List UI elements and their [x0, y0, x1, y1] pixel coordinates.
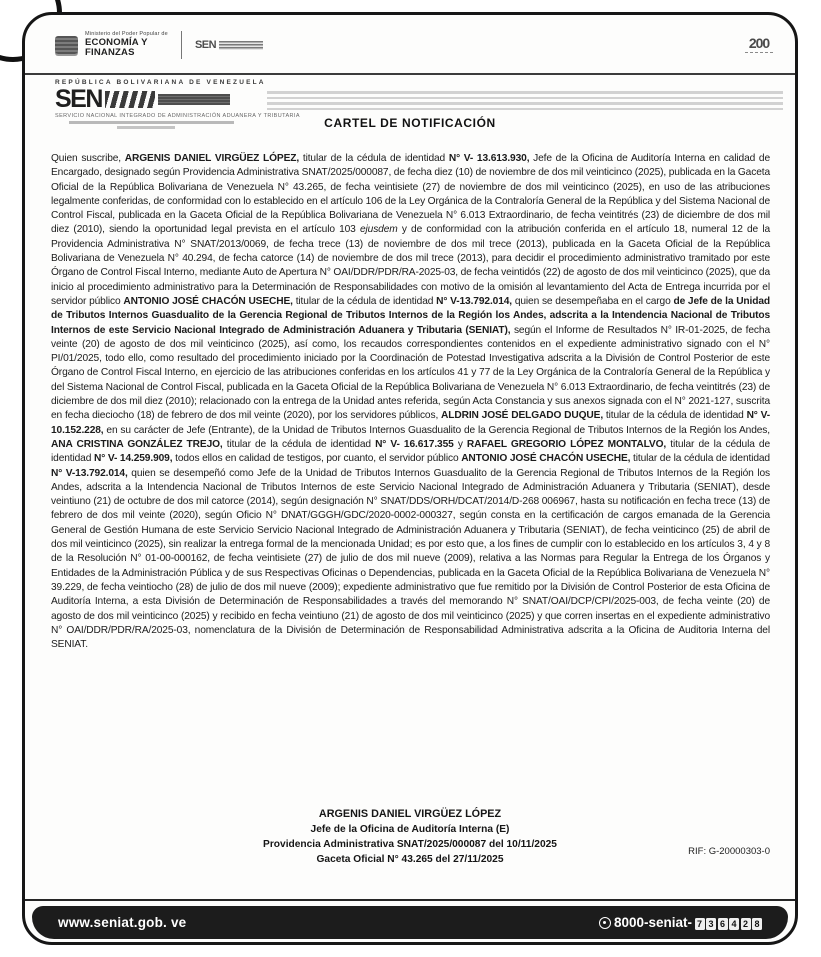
body-text-segment: N° V-13.792.014,: [51, 467, 128, 479]
body-text-segment: titular de la cédula de identidad: [51, 438, 771, 465]
website-url: www.seniat.gob. ve: [58, 915, 187, 930]
seniat-small-logo: [195, 39, 263, 51]
ministry-name: [85, 32, 168, 58]
hotline-digit: 3: [706, 918, 716, 930]
body-text-segment: titular de la cédula de identidad: [222, 438, 376, 450]
dial-icon: [599, 917, 611, 929]
body-text-segment: todos ellos en calidad de testigos, por cuanto, el servidor público: [172, 453, 462, 465]
hotline-digit: 8: [752, 918, 762, 930]
brand-stripe: [267, 102, 783, 105]
footer-divider-line: [25, 899, 795, 901]
signer-gaceta: Gaceta Oficial N° 43.265 del 27/11/2025: [316, 854, 504, 865]
notification-document: [22, 12, 798, 945]
body-text-segment: quien se desempeñaba en el cargo: [512, 295, 674, 307]
signature-block: [25, 807, 795, 867]
seniat-small-word: SEN: [194, 39, 217, 51]
brand-stripe: [267, 91, 783, 94]
signer-providencia: Providencia Administrativa SNAT/2025/000087 del 10/11/2025: [263, 839, 557, 850]
republic-line: REPÚBLICA BOLIVARIANA DE VENEZUELA: [55, 79, 266, 86]
service-name-line: SERVICIO NACIONAL INTEGRADO DE ADMINISTRACIÓN ADUANERA Y TRIBUTARIA: [55, 113, 300, 119]
body-text-segment: titular de la cédula de identidad: [630, 453, 770, 465]
signer-name: ARGENIS DANIEL VIRGÜEZ LÓPEZ: [318, 808, 502, 820]
ministry-line2: FINANZAS: [85, 46, 135, 58]
body-text-segment: en su carácter de Jefe (Entrante), de la Unidad de Tributos Internos Guasdualito de la Gerencia Regional de Tributos Internos de la Región los Andes,: [103, 424, 770, 436]
body-text-segment: ARGENIS DANIEL VIRGÜEZ LÓPEZ,: [124, 153, 300, 164]
hotline-digit-boxes: [693, 915, 762, 930]
emblem-underline: [745, 52, 773, 53]
body-text-segment: Quien suscribe,: [51, 153, 125, 164]
rif-number: RIF: G-20000303-0: [688, 846, 770, 857]
hotline-digit: 4: [729, 918, 739, 930]
emblem-200-text: 200: [748, 35, 770, 51]
bicentennial-emblem: [745, 35, 773, 53]
document-title: CARTEL DE NOTIFICACIÓN: [324, 116, 496, 130]
body-text-segment: ejusdem: [359, 224, 398, 236]
ministry-line-small: Ministerio del Poder Popular de: [85, 31, 168, 38]
notification-body: [51, 152, 770, 652]
seniat-wordmark-row: [55, 87, 787, 111]
body-text-segment: titular de la cédula de identidad: [299, 153, 449, 164]
body-text-segment: ANA CRISTINA GONZÁLEZ TREJO,: [51, 438, 223, 450]
seniat-wordmark-text: SEN: [55, 85, 102, 113]
body-text-segment: de Jefe de la Unidad de Tributos Internos Guasdualito de la Gerencia Regional de Tributos Internos de la Región los Andes, adscrita a la Intendencia Nacional de Tributos Internos de este Servicio Nacional Integrado de Administración Aduanera y Tributaria (SENIAT),: [51, 295, 770, 336]
hotline-label: 8000-seniat-: [613, 915, 692, 930]
brand-stripe: [267, 108, 783, 111]
body-text-segment: N° V-10.152.228,: [51, 410, 770, 436]
signer-position: Jefe de la Oficina de Auditoría Interna (E): [310, 824, 510, 835]
seniat-tagline-block: [158, 94, 230, 105]
body-text-segment: quien se desempeñó como Jefe de la Unidad de Tributos Internos Guasdualito de la Gerencia Regional de Tributos Internos de la Región los Andes, adscrita a la Intendencia Nacional de Tributos Internos de este Servicio Nacional Integrado de Administración Aduanera y Tributaria (SENIAT), desde veintiuno (21) de octubre de dos mil catorce (2014), según designación N° SNAT/DDS/ORH/DCAT/2014/D-268 006967, hasta su notificación en fecha trece (13) de febrero de dos mil veinte (2020), según Oficio N° DNAT/GGGH/GDC/2020-0002-000327, según consta en la certificación de cargos emanada de la Gerencia General de Gestión Humana de este Servicio Servicio Nacional Integrado de Administración Aduanera y Tributaria (SENIAT), de fecha veinticinco (25) de abril de dos mil veinticinco (2025), sin realizar la entrega formal de la mencionada Unidad; es por esto que, a los fines de cumplir con lo establecido en los artículos 3, 4 y 8 de la Resolución N° 01-00-000162, de fecha veintisiete (27) de julio de dos mil nueve (2009), relativa a las Normas para Regular la Entrega de los Órganos y Entidades de la Administración Pública y de sus Respectivas Oficinas o Dependencias, publicada en la Gaceta Oficial de la República Bolivariana de Venezuela N° 39.229, de fecha veintiocho (28) de julio de dos mil nueve (2009); expediente administrativo que fue remitido por la División de Control Posterior de esta Oficina de Auditoría Interna, a esta División de Determinación de Responsabilidades a través del memorando N° SNAT/OAI/DCP/CPI/2025-003, de fecha veinte (20) de agosto de dos mil veinticinco (2025) y recibido en fecha veintiuno (21) de agosto de dos mil veinticinco (2025) y que corren insertas en el expediente administrativo N° OAI/DDR/PDR/RA/2025-03, nomenclatura de la División de Determinación de Responsabilidad Administrativa adscrita a la Oficina de Auditoria Interna del SENIAT.: [51, 467, 770, 651]
body-text-segment: titular de la cédula de identidad: [603, 410, 747, 422]
body-text-segment: ANTONIO JOSÉ CHACÓN USECHE,: [123, 295, 293, 307]
seniat-small-stripes-icon: [219, 41, 263, 50]
hotline-digit: 2: [741, 918, 751, 930]
body-text-segment: según el Informe de Resultados N° IR-01-2025, de fecha veinte (20) de agosto de dos mil veinticinco (2025), así como, los recaudos correspondientes contenidos en el expediente administrativo signado con el N° PI/01/2025, todo ello, como resultado del procedimiento iniciado por la Coordinación de Potestad Investigativa adscrita a la División de Control Posterior de este Órgano de Control Fiscal Interno, en ejercicio de las atribuciones conferidas en los artículos 41 y 77 de la Ley Orgánica de la Contraloría General de la República y del Sistema Nacional de Control Fiscal, publicada en la Gaceta Oficial de la República Bolivariana de Venezuela N° 6.013 Extraordinario, de fecha veintitrés (23) de diciembre de dos mil diez (2010); relacionado con la entrega de la Unidad antes referida, según Acta Constancia y sus anexos signada con el N° 2021-127, suscrita en fecha dieciocho (18) de febrero de dos mil veinte (2020), por los servidores públicos,: [51, 324, 770, 422]
header-divider-line: [25, 73, 795, 75]
document-header: [55, 31, 773, 73]
body-text-segment: titular de la cédula de identidad: [292, 295, 437, 307]
body-text-segment: ALDRIN JOSÉ DELGADO DUQUE,: [441, 410, 604, 422]
body-text-segment: N° V- 13.613.930,: [448, 153, 530, 164]
body-text-segment: N° V- 14.259.909,: [93, 453, 173, 465]
body-text-segment: Jefe de la Oficina de Auditoría Interna en calidad de Encargado, designado según Providencia Administrativa SNAT/2025/000087, de fecha diez (10) de noviembre de dos mil veinticinco (2025), publicada en la Gaceta Oficial de la República Bolivariana de Venezuela N° 43.265, de fecha veintisiete (27) de noviembre de dos mil veinticinco (2025), en uso de las atribuciones legalmente conferidas, de conformidad con lo establecido en el artículo 106 de la Ley Orgánica de la Contraloría General de la República y del Sistema Nacional de Control Fiscal, publicada en la Gaceta Oficial de la República Bolivariana de Venezuela N° 6.013 Extraordinario, de fecha veintitrés (23) de diciembre de dos mil diez (2010), siendo la oportunidad legal prevista en el artículo 103: [51, 153, 770, 236]
ministry-line1: ECONOMÍA Y: [85, 36, 148, 48]
body-text-segment: ANTONIO JOSÉ CHACÓN USECHE,: [461, 453, 631, 465]
body-text-segment: N° V-13.792.014,: [436, 295, 512, 307]
body-text-segment: y de conformidad con la atribución conferida en el artículo 18, numeral 12 de la Providencia Administrativa N° SNAT/2013/0069, de fecha trece (13) de noviembre de dos mil trece (2013), publicada en la Gaceta Oficial de la República Bolivariana de Venezuela N° 40.294, de fecha catorce (14) de noviembre de dos mil trece (2013), para decidir el procedimiento administrativo tramitado por este Órgano de Control Fiscal Interno, mediante Auto de Apertura N° OAI/DDR/PDR/RA-2025-03, de fecha veintidós (22) de agosto de dos mil veinticinco (2025), que da inicio al procedimiento administrativo para la Determinación de Responsabilidades con motivo de la omisión al levantamiento del Acta de Entrega incurrida por el servidor público: [51, 224, 771, 307]
hotline-digit: 6: [718, 918, 728, 930]
seniat-wordmark: [55, 87, 263, 111]
coat-of-arms-icon: [55, 36, 78, 54]
seniat-iat-stripes-icon: [105, 91, 155, 108]
footer-bar: [32, 906, 788, 939]
logo-divider: [181, 31, 182, 59]
ministry-logo: [55, 31, 263, 59]
hotline-digit: 7: [695, 918, 705, 930]
brand-stripe: [267, 97, 783, 100]
hotline: [599, 915, 762, 930]
body-text-segment: N° V- 16.617.355: [375, 438, 454, 450]
body-text-segment: RAFAEL GREGORIO LÓPEZ MONTALVO,: [466, 438, 667, 450]
body-text-segment: y: [453, 438, 467, 450]
